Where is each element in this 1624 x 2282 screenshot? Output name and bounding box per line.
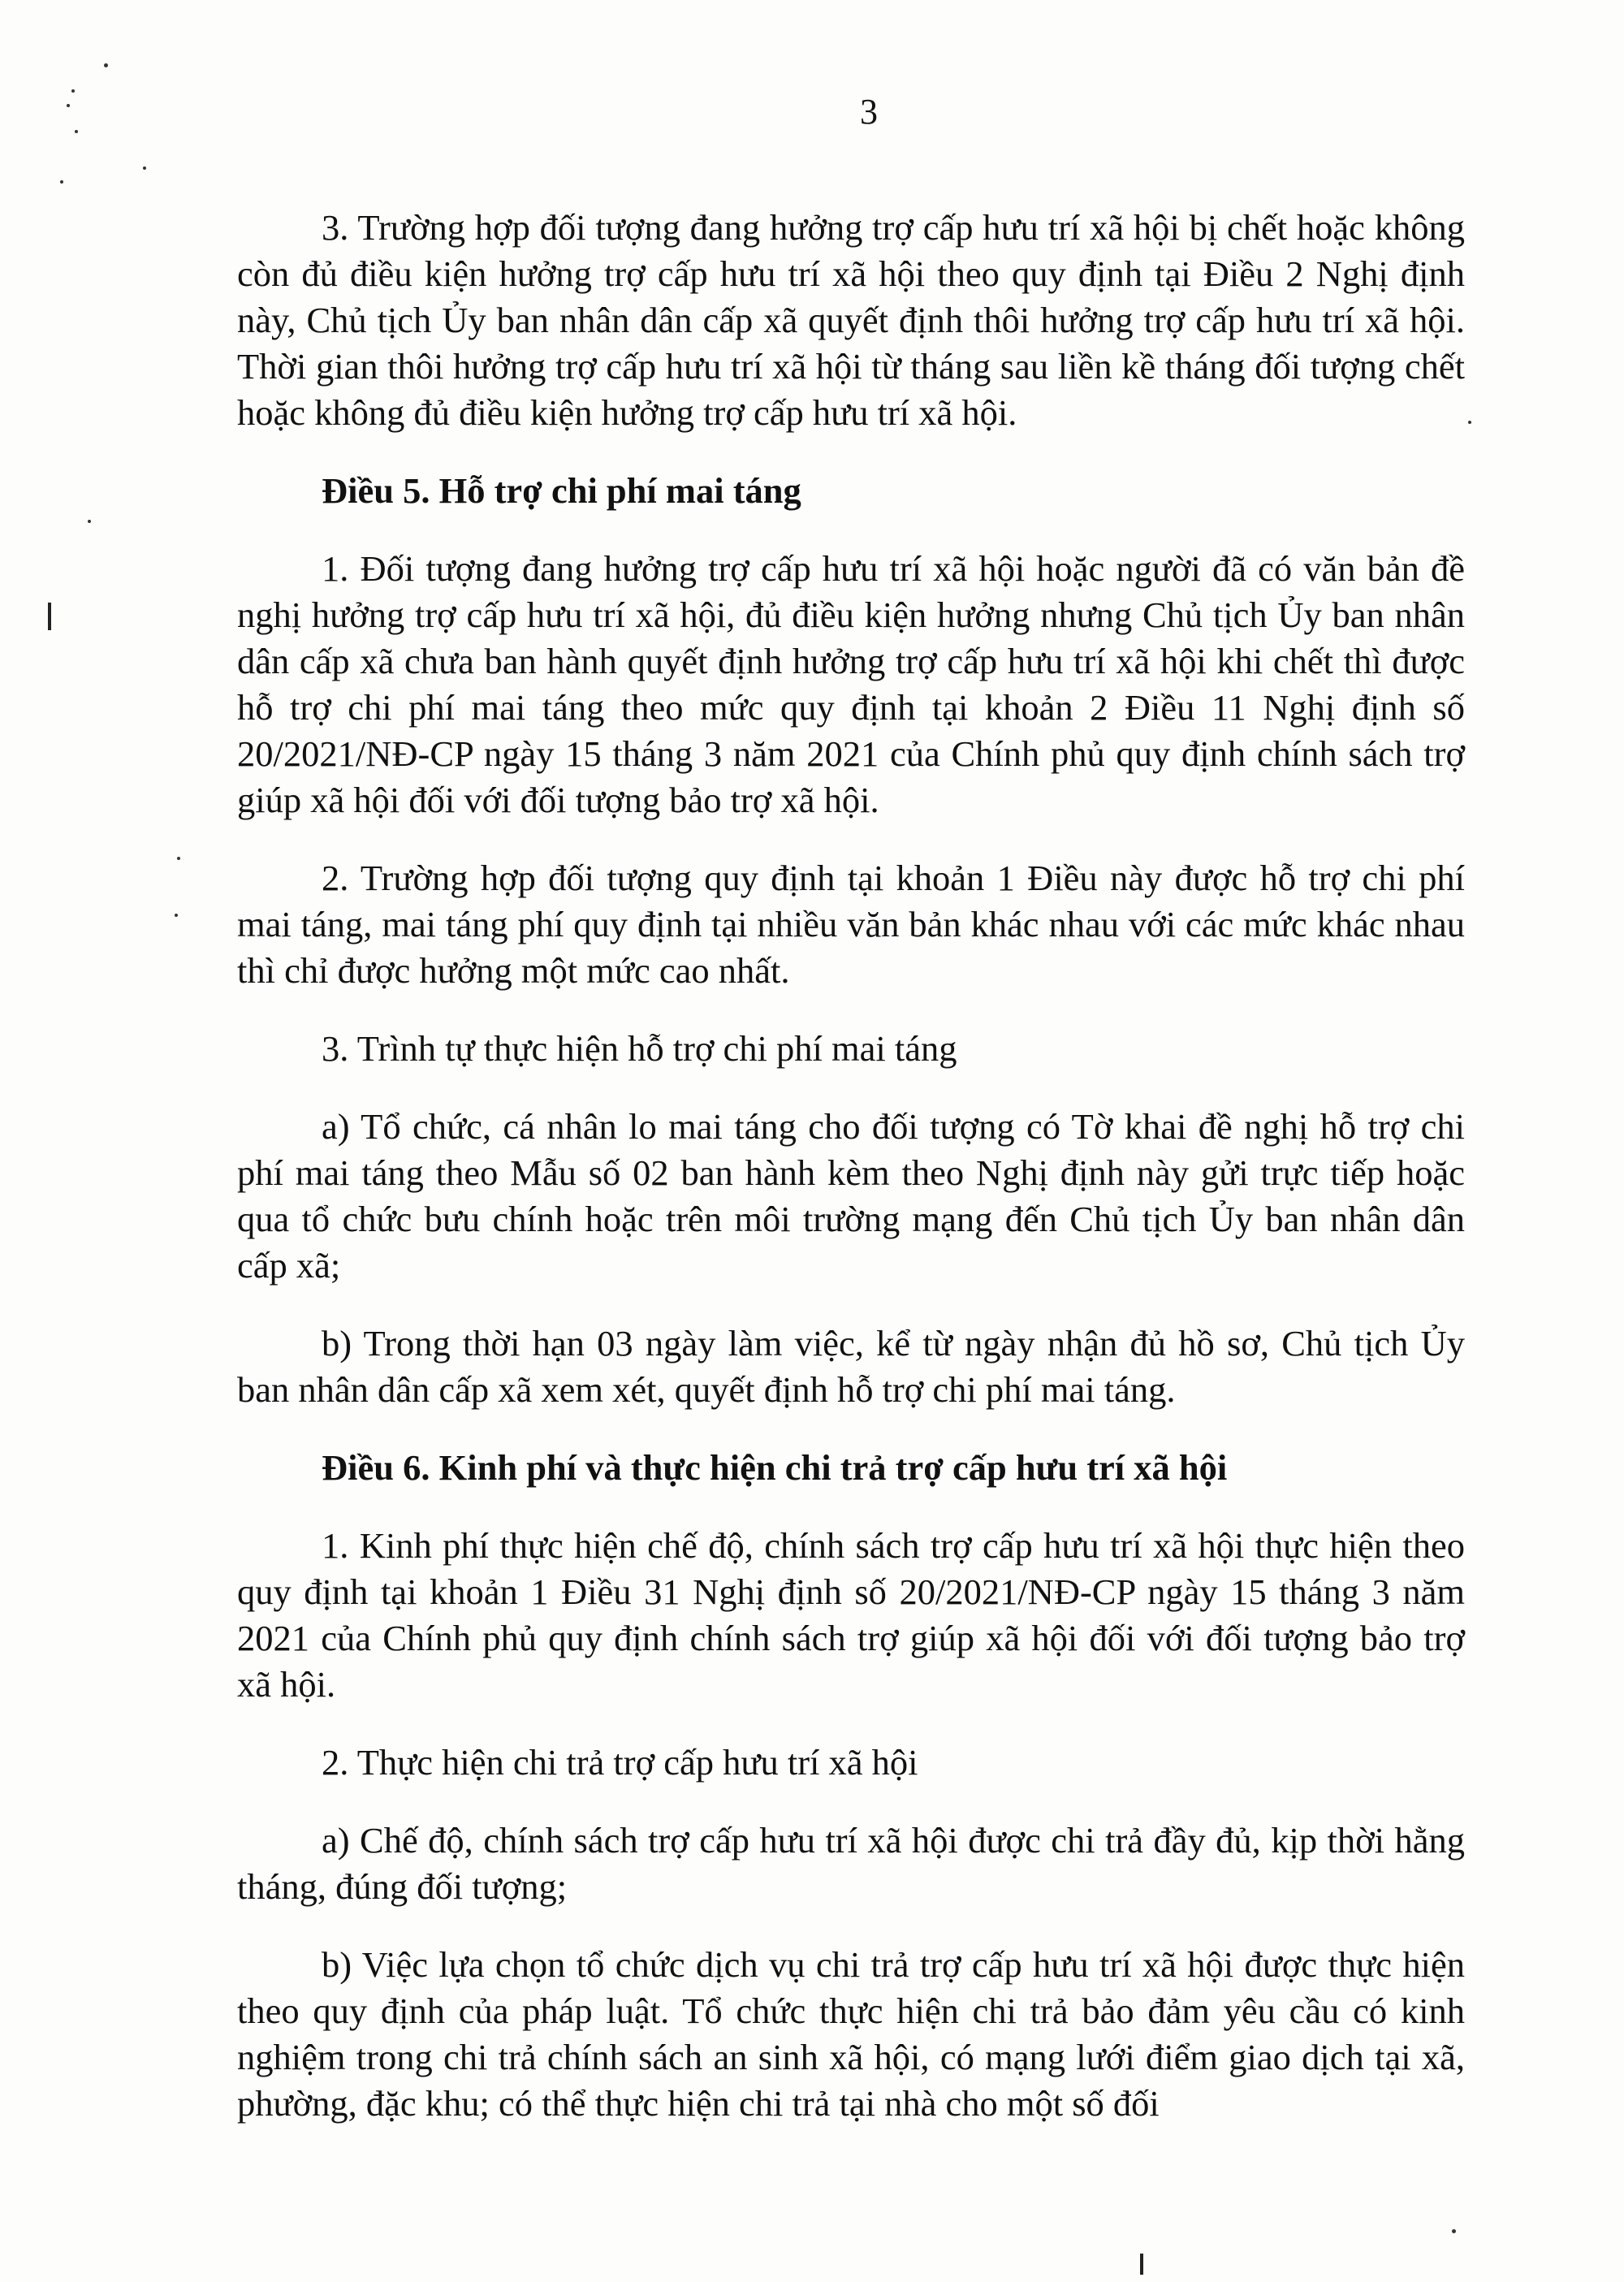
paragraph: 1. Đối tượng đang hưởng trợ cấp hưu trí xã hội hoặc người đã có văn bản đề nghị hưởng trợ cấp hưu trí xã hội, đủ điều kiện hưởng nhưng Chủ tịch Ủy ban nhân dân cấp xã chưa ban hành quyết định hưởng trợ cấp hưu trí xã hội khi chết thì được hỗ trợ chi phí mai táng theo mức quy định tại khoản 2 Điều 11 Nghị định số 20/2021/NĐ-CP ngày 15 tháng 3 năm 2021 của Chính phủ quy định chính sách trợ giúp xã hội đối với đối tượng bảo trợ xã hội.: [237, 548, 1465, 820]
paragraph: 3. Trình tự thực hiện hỗ trợ chi phí mai táng: [322, 1028, 957, 1069]
scan-mark: [48, 603, 51, 630]
paragraph: 3. Trường hợp đối tượng đang hưởng trợ cấp hưu trí xã hội bị chết hoặc không còn đủ điều kiện hưởng trợ cấp hưu trí xã hội theo quy định tại Điều 2 Nghị định này, Chủ tịch Ủy ban nhân dân cấp xã quyết định thôi hưởng trợ cấp hưu trí xã hội. Thời gian thôi hưởng trợ cấp hưu trí xã hội từ tháng sau liền kề tháng đối tượng chết hoặc không đủ điều kiện hưởng trợ cấp hưu trí xã hội.: [237, 207, 1465, 433]
scan-speck: [175, 914, 178, 917]
paragraph: a) Tổ chức, cá nhân lo mai táng cho đối tượng có Tờ khai đề nghị hỗ trợ chi phí mai táng theo Mẫu số 02 ban hành kèm theo Nghị định này gửi trực tiếp hoặc qua tổ chức bưu chính hoặc trên môi trường mạng đến Chủ tịch Ủy ban nhân dân cấp xã;: [237, 1106, 1465, 1286]
paragraph: b) Trong thời hạn 03 ngày làm việc, kể từ ngày nhận đủ hồ sơ, Chủ tịch Ủy ban nhân dân cấp xã xem xét, quyết định hỗ trợ chi phí mai táng.: [237, 1323, 1465, 1410]
scan-speck: [1468, 421, 1471, 424]
scan-speck: [1452, 2229, 1456, 2233]
article-heading: Điều 5. Hỗ trợ chi phí mai táng: [322, 470, 801, 511]
paragraph: a) Chế độ, chính sách trợ cấp hưu trí xã hội được chi trả đầy đủ, kịp thời hằng tháng, đúng đối tượng;: [237, 1820, 1465, 1907]
paragraph: 2. Thực hiện chi trả trợ cấp hưu trí xã hội: [322, 1742, 918, 1783]
document-body: [237, 205, 1465, 2159]
paragraph: 2. Trường hợp đối tượng quy định tại khoản 1 Điều này được hỗ trợ chi phí mai táng, mai táng phí quy định tại nhiều văn bản khác nhau với các mức khác nhau thì chỉ được hưởng một mức cao nhất.: [237, 858, 1465, 991]
paragraph: 1. Kinh phí thực hiện chế độ, chính sách trợ cấp hưu trí xã hội thực hiện theo quy định tại khoản 1 Điều 31 Nghị định số 20/2021/NĐ-CP ngày 15 tháng 3 năm 2021 của Chính phủ quy định chính sách trợ giúp xã hội đối với đối tượng bảo trợ xã hội.: [237, 1525, 1465, 1705]
scan-speck: [60, 180, 63, 184]
scan-speck: [143, 166, 146, 170]
scan-speck: [104, 63, 108, 67]
paragraph: b) Việc lựa chọn tổ chức dịch vụ chi trả trợ cấp hưu trí xã hội được thực hiện theo quy định của pháp luật. Tổ chức thực hiện chi trả bảo đảm yêu cầu có kinh nghiệm trong chi trả chính sách an sinh xã hội, có mạng lưới điểm giao dịch tại xã, phường, đặc khu; có thể thực hiện chi trả tại nhà cho một số đối: [237, 1944, 1465, 2124]
scan-speck: [88, 520, 91, 523]
page-number: 3: [860, 92, 878, 132]
scan-mark: [1140, 2254, 1143, 2275]
scan-speck: [177, 857, 180, 860]
article-heading: Điều 6. Kinh phí và thực hiện chi trả trợ cấp hưu trí xã hội: [322, 1447, 1228, 1488]
